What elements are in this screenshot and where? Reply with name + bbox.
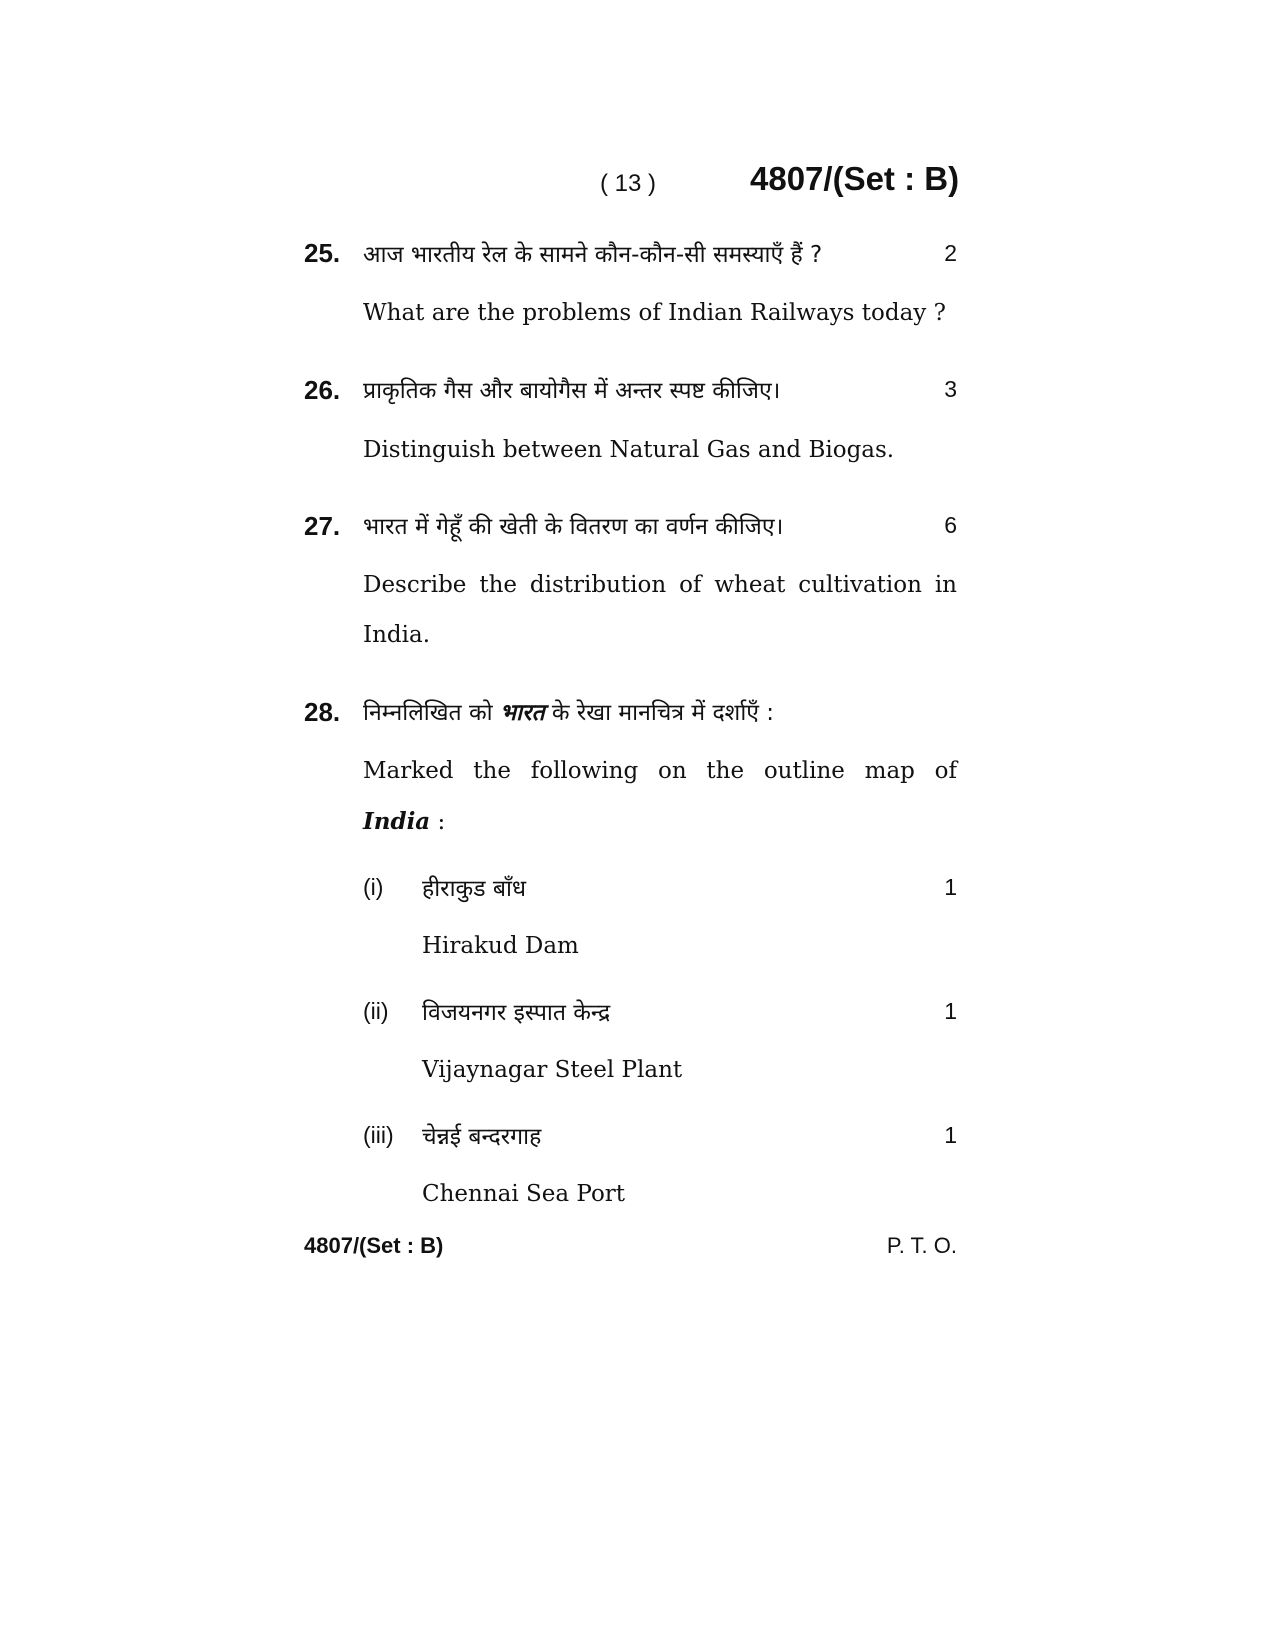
question-number-27: 27. <box>304 511 341 541</box>
question-25-english: What are the problems of Indian Railways today ? <box>363 300 946 326</box>
subpart-iii-hindi: चेन्नई बन्दरगाह <box>422 1124 542 1150</box>
subpart-iii-english: Chennai Sea Port <box>422 1181 626 1207</box>
subpart-ii-hindi: विजयनगर इस्पात केन्द्र <box>422 1000 611 1026</box>
paper-code-header: 4807/(Set : B) <box>750 160 960 197</box>
subpart-i-english: Hirakud Dam <box>422 933 579 959</box>
question-28-english-line2 <box>363 808 445 835</box>
subpart-label-i: (i) <box>363 874 384 900</box>
pto-label: P. T. O. <box>886 1233 957 1258</box>
question-28-english-emphasis: India <box>363 808 431 835</box>
question-number-28: 28. <box>304 697 341 727</box>
subpart-label-iii: (iii) <box>363 1122 394 1148</box>
question-number-25: 25. <box>304 238 341 268</box>
question-27-english-line2: India. <box>363 622 431 648</box>
page-number: ( 13 ) <box>600 170 657 197</box>
question-26-marks: 3 <box>944 376 957 402</box>
subpart-label-ii: (ii) <box>363 998 389 1024</box>
question-number-26: 26. <box>304 375 341 405</box>
question-28-hindi-emphasis: भारत <box>499 700 545 726</box>
question-26-hindi: प्राकृतिक गैस और बायोगैस में अन्तर स्पष्ट कीजिए। <box>363 378 781 404</box>
question-28-english-after: : <box>430 809 446 835</box>
question-26-english: Distinguish between Natural Gas and Biogas. <box>363 437 895 463</box>
question-27-hindi: भारत में गेहूँ की खेती के वितरण का वर्णन कीजिए। <box>363 514 784 540</box>
question-28-english-line1: Marked the following on the outline map of <box>363 758 957 784</box>
question-25-hindi: आज भारतीय रेल के सामने कौन-कौन-सी समस्याएँ हैं ? <box>363 242 823 268</box>
subpart-ii-marks: 1 <box>944 998 957 1024</box>
subpart-iii-marks: 1 <box>944 1122 957 1148</box>
question-25-marks: 2 <box>944 240 957 266</box>
question-28-hindi-after: के रेखा मानचित्र में दर्शाएँ : <box>551 700 775 726</box>
question-27-marks: 6 <box>944 512 957 538</box>
paper-code-footer: 4807/(Set : B) <box>304 1233 444 1258</box>
question-28-hindi-before: निम्नलिखित को <box>363 700 493 726</box>
subpart-ii-english: Vijaynagar Steel Plant <box>422 1057 683 1083</box>
question-27-english-line1: Describe the distribution of wheat cultivation in <box>363 572 957 598</box>
subpart-i-marks: 1 <box>944 874 957 900</box>
subpart-i-hindi: हीराकुड बाँध <box>422 876 527 902</box>
question-28-hindi <box>363 695 774 727</box>
